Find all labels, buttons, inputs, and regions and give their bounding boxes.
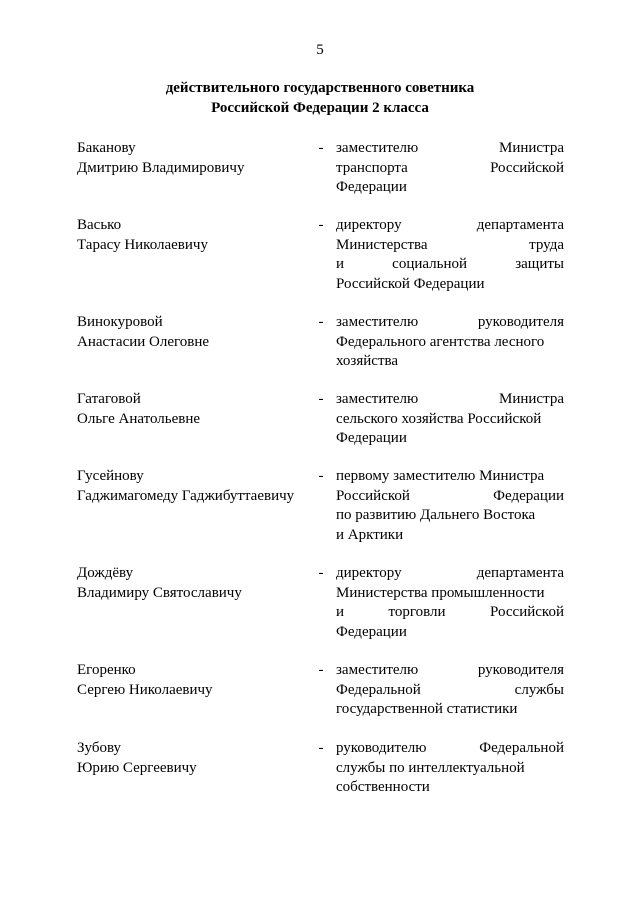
position-word: по развитию Дальнего Востока bbox=[336, 507, 536, 523]
appointee-name bbox=[77, 313, 312, 352]
position-word: Федерации bbox=[336, 179, 407, 195]
position-word: директору bbox=[336, 565, 402, 581]
position-word: заместителю bbox=[336, 314, 419, 330]
dash-separator: - bbox=[318, 314, 324, 330]
appointee-position bbox=[336, 467, 564, 545]
position-line bbox=[336, 661, 564, 681]
position-line bbox=[336, 603, 564, 623]
appointee-position bbox=[336, 313, 564, 372]
position-word: Министерства промышленности bbox=[336, 584, 545, 601]
position-word: и bbox=[336, 604, 345, 620]
appointee-position bbox=[336, 139, 564, 198]
position-line bbox=[336, 159, 564, 179]
appointee-given-name: Ольге Анатольевне bbox=[77, 410, 201, 427]
position-word: Федерального агентства лесного bbox=[336, 333, 545, 350]
position-word: Российской bbox=[490, 604, 564, 620]
position-word: Министра bbox=[499, 391, 564, 407]
appointee-position bbox=[336, 564, 564, 642]
position-word: и bbox=[336, 256, 345, 272]
position-word: труда bbox=[529, 236, 564, 253]
position-line bbox=[336, 275, 564, 295]
dash-separator: - bbox=[318, 468, 324, 484]
position-word: торговли bbox=[388, 604, 446, 620]
position-line bbox=[336, 778, 564, 798]
appointee-position bbox=[336, 661, 564, 720]
position-word: Российской bbox=[490, 159, 564, 176]
position-line bbox=[336, 313, 564, 333]
appointee-surname: Гусейнову bbox=[77, 468, 144, 484]
position-line bbox=[336, 584, 564, 604]
appointee-name bbox=[77, 139, 312, 178]
position-line bbox=[336, 333, 564, 353]
appointee-given-name: Владимиру Святославичу bbox=[77, 584, 242, 601]
appointee-name bbox=[77, 390, 312, 429]
position-word: директору bbox=[336, 217, 402, 233]
position-line bbox=[336, 410, 564, 430]
appointee-position bbox=[336, 390, 564, 449]
position-line bbox=[336, 526, 564, 546]
position-word: департамента bbox=[476, 217, 564, 233]
position-word: руководителю bbox=[336, 740, 427, 756]
position-word: Федерации bbox=[336, 430, 407, 446]
appointee-given-name: Сергею Николаевичу bbox=[77, 681, 213, 698]
appointee-given-name: Тарасу Николаевичу bbox=[77, 236, 208, 253]
appointee-surname: Баканову bbox=[77, 140, 136, 156]
position-word: Министра bbox=[499, 140, 564, 156]
position-word: Федеральной bbox=[336, 681, 421, 698]
position-line bbox=[336, 739, 564, 759]
position-word: государственной статистики bbox=[336, 701, 518, 717]
position-word: защиты bbox=[515, 256, 564, 272]
appointee-given-name: Дмитрию Владимировичу bbox=[77, 159, 245, 176]
position-line bbox=[336, 467, 564, 487]
position-line bbox=[336, 352, 564, 372]
dash-separator: - bbox=[318, 391, 324, 407]
position-line bbox=[336, 178, 564, 198]
position-line bbox=[336, 429, 564, 449]
position-word: хозяйства bbox=[336, 353, 399, 369]
appointee-name bbox=[77, 661, 312, 700]
appointee-surname: Васько bbox=[77, 217, 122, 233]
position-line bbox=[336, 700, 564, 720]
section-heading bbox=[0, 79, 640, 118]
position-line bbox=[336, 139, 564, 159]
appointee-surname: Егоренко bbox=[77, 662, 136, 678]
position-line bbox=[336, 681, 564, 701]
position-word: службы bbox=[514, 681, 564, 698]
position-word: Федеральной bbox=[479, 740, 564, 756]
appointee-surname: Зубову bbox=[77, 740, 122, 756]
position-word: Федерации bbox=[336, 623, 407, 640]
position-word: Российской Федерации bbox=[336, 275, 485, 292]
position-word: Министерства bbox=[336, 236, 428, 253]
position-word: заместителю bbox=[336, 662, 419, 678]
dash-separator: - bbox=[318, 565, 324, 581]
appointee-position bbox=[336, 739, 564, 798]
appointee-surname: Дождёву bbox=[77, 565, 134, 581]
position-word: Федерации bbox=[493, 487, 564, 504]
position-line bbox=[336, 506, 564, 526]
appointee-name bbox=[77, 467, 312, 506]
position-word: заместителю bbox=[336, 391, 419, 407]
heading-line-1: действительного государственного советника bbox=[165, 80, 475, 96]
dash-separator: - bbox=[318, 740, 324, 756]
heading-line-2: Российской Федерации 2 класса bbox=[211, 99, 429, 116]
appointee-name bbox=[77, 216, 312, 255]
dash-separator: - bbox=[318, 662, 324, 678]
page-number: 5 bbox=[316, 42, 324, 58]
position-line bbox=[336, 623, 564, 643]
dash-separator: - bbox=[318, 140, 324, 156]
position-line bbox=[336, 216, 564, 236]
position-word: руководителя bbox=[477, 662, 564, 678]
position-word: департамента bbox=[476, 565, 564, 581]
appointee-given-name: Гаджимагомеду Гаджибуттаевичу bbox=[77, 487, 295, 504]
position-line bbox=[336, 255, 564, 275]
appointee-surname: Винокуровой bbox=[77, 314, 163, 330]
position-word: транспорта bbox=[336, 159, 408, 176]
dash-separator: - bbox=[318, 217, 324, 233]
position-word: заместителю bbox=[336, 140, 419, 156]
position-word: руководителя bbox=[477, 314, 564, 330]
position-word: социальной bbox=[392, 256, 468, 272]
position-word: собственности bbox=[336, 779, 430, 795]
appointee-position bbox=[336, 216, 564, 294]
position-line bbox=[336, 390, 564, 410]
position-line bbox=[336, 564, 564, 584]
position-line bbox=[336, 236, 564, 256]
appointee-name bbox=[77, 739, 312, 778]
appointee-surname: Гатаговой bbox=[77, 391, 141, 407]
appointee-name bbox=[77, 564, 312, 603]
position-line bbox=[336, 759, 564, 779]
position-line bbox=[336, 487, 564, 507]
position-word: и Арктики bbox=[336, 526, 404, 543]
position-word: Российской bbox=[336, 487, 410, 504]
appointee-given-name: Анастасии Олеговне bbox=[77, 333, 210, 350]
position-word: первому заместителю Министра bbox=[336, 468, 545, 484]
position-word: службы по интеллектуальной bbox=[336, 759, 525, 776]
position-word: сельского хозяйства Российской bbox=[336, 410, 542, 427]
appointee-given-name: Юрию Сергеевичу bbox=[77, 759, 197, 776]
